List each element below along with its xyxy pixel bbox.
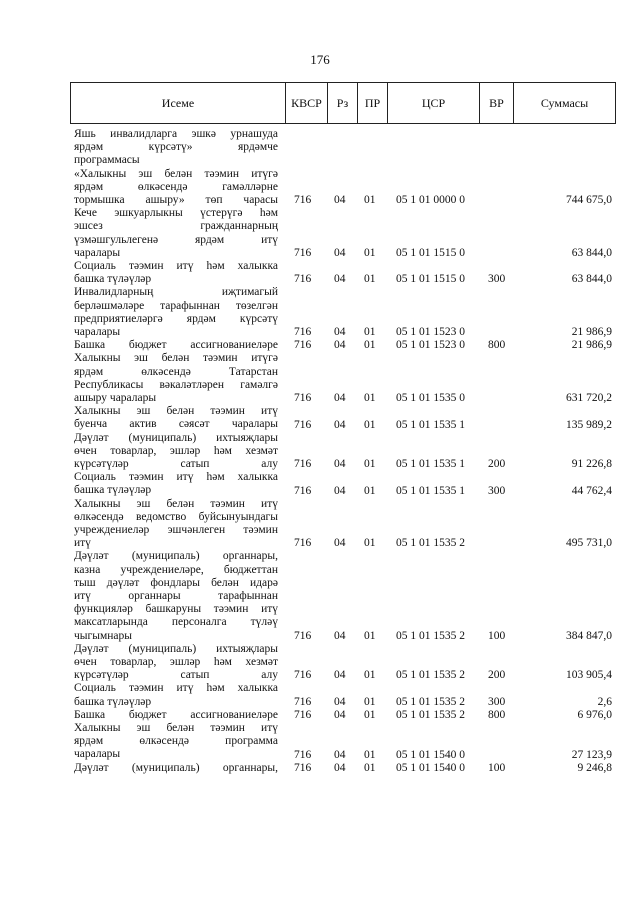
csr-cell: 05 1 01 1540 0 — [396, 761, 465, 774]
col-header-csr: ЦСР — [387, 83, 479, 123]
vr-cell: 300 — [488, 484, 506, 497]
row-name-line: ашыру чаралары — [74, 392, 157, 404]
row-name-line: эшсез гражданнарның — [74, 220, 278, 233]
csr-cell: 05 1 01 1515 0 — [396, 273, 465, 286]
vr-cell: 800 — [488, 708, 506, 721]
rz-cell: 04 — [334, 326, 346, 339]
sum-cell: 744 675,0 — [566, 194, 612, 207]
pr-cell: 01 — [364, 418, 376, 431]
sum-cell: 495 731,0 — [566, 537, 612, 550]
row-name-line: Социаль тәэмин итү һәм халыкка — [74, 471, 278, 484]
pr-cell: 01 — [364, 748, 376, 761]
sum-cell: 135 989,2 — [566, 418, 612, 431]
row-name-line: ярдәм өлкәсендә Татарстан — [74, 365, 278, 378]
kvsr-cell: 716 — [294, 458, 312, 471]
pr-cell: 01 — [364, 708, 376, 721]
kvsr-cell: 716 — [294, 339, 312, 352]
vr-cell: 200 — [488, 669, 506, 682]
col-header-rz: Рз — [327, 83, 357, 123]
sum-cell: 384 847,0 — [566, 629, 612, 642]
pr-cell: 01 — [364, 273, 376, 286]
page-number: 176 — [310, 52, 330, 67]
table-row — [70, 432, 616, 472]
vr-cell: 100 — [488, 629, 506, 642]
kvsr-cell: 716 — [294, 246, 312, 259]
table-row — [70, 498, 616, 551]
table-row — [70, 168, 616, 208]
row-name — [74, 352, 278, 405]
table-row — [70, 405, 616, 431]
row-name-line: өлкәсендә ведомство буйсынуындагы — [74, 510, 278, 523]
row-name-line: Халыкны эш белән тәэмин итүгә — [74, 352, 278, 365]
kvsr-cell: 716 — [294, 484, 312, 497]
sum-cell: 63 844,0 — [571, 246, 612, 259]
rz-cell: 04 — [334, 339, 346, 352]
row-name-line: Дәүләт (муниципаль) ихтыяҗлары — [74, 431, 278, 444]
table-row — [70, 643, 616, 683]
csr-cell: 05 1 01 1535 2 — [396, 695, 465, 708]
vr-cell: 100 — [488, 761, 506, 774]
csr-cell: 05 1 01 1535 0 — [396, 392, 465, 405]
row-name-line: Башка бюджет ассигнованиеләре — [74, 339, 278, 352]
pr-cell: 01 — [364, 484, 376, 497]
kvsr-cell: 716 — [294, 669, 312, 682]
csr-cell: 05 1 01 1535 2 — [396, 669, 465, 682]
rz-cell: 04 — [334, 629, 346, 642]
kvsr-cell: 716 — [294, 537, 312, 550]
row-name — [74, 722, 278, 762]
row-name-line: итү органнары тарафыннан — [74, 590, 278, 602]
csr-cell: 05 1 01 1535 2 — [396, 629, 465, 642]
row-name-line: чаралары — [74, 748, 121, 761]
csr-cell: 05 1 01 1535 1 — [396, 458, 465, 471]
table-row — [70, 682, 616, 708]
row-name — [74, 432, 278, 472]
table-header — [70, 82, 616, 124]
row-name-line: предприятиеләргә ярдәм күрсәтү — [74, 312, 278, 325]
row-name-line: Башка бюджет ассигнованиеләре — [74, 708, 278, 721]
pr-cell: 01 — [364, 695, 376, 708]
csr-cell: 05 1 01 1535 1 — [396, 484, 465, 497]
pr-cell: 01 — [364, 194, 376, 207]
rz-cell: 04 — [334, 708, 346, 721]
row-name-line: чыгымнары — [74, 629, 132, 642]
rz-cell: 04 — [334, 537, 346, 550]
row-name-line: күрсәтүләр сатып алу — [74, 458, 278, 470]
csr-cell: 05 1 01 1540 0 — [396, 748, 465, 761]
csr-cell: 05 1 01 1535 2 — [396, 537, 465, 550]
row-name-line: ярдәм өлкәсендә программа — [74, 735, 278, 748]
table-row — [70, 286, 616, 339]
row-name-line: функцияләр башкаруны тәэмин итү — [74, 603, 278, 616]
rz-cell: 04 — [334, 458, 346, 471]
kvsr-cell: 716 — [294, 418, 312, 431]
sum-cell: 91 226,8 — [571, 458, 612, 471]
row-name-line: Социаль тәэмин итү һәм халыкка — [74, 260, 278, 272]
row-name — [74, 471, 278, 497]
rz-cell: 04 — [334, 484, 346, 497]
vr-cell: 200 — [488, 458, 506, 471]
table-row — [70, 550, 616, 642]
row-name-line: Кече эшкуарлыкны үстерүгә һәм — [74, 207, 278, 220]
pr-cell: 01 — [364, 339, 376, 352]
row-name-line: Социаль тәэмин итү һәм халыкка — [74, 682, 278, 695]
row-name-line: Дәүләт (муниципаль) ихтыяҗлары — [74, 642, 278, 655]
kvsr-cell: 716 — [294, 326, 312, 339]
sum-cell: 21 986,9 — [571, 326, 612, 339]
sum-cell: 44 762,4 — [571, 484, 612, 497]
row-name-line: буенча актив сәясәт чаралары — [74, 418, 278, 431]
kvsr-cell: 716 — [294, 629, 312, 642]
rz-cell: 04 — [334, 418, 346, 431]
row-name-line: өчен товарлар, эшләр һәм хезмәт — [74, 444, 278, 457]
rz-cell: 04 — [334, 273, 346, 286]
rz-cell: 04 — [334, 748, 346, 761]
rz-cell: 04 — [334, 669, 346, 682]
row-name-line: Халыкны эш белән тәэмин итү — [74, 405, 278, 418]
pr-cell: 01 — [364, 392, 376, 405]
col-header-name: Исеме — [161, 96, 195, 110]
table-row — [70, 260, 616, 286]
kvsr-cell: 716 — [294, 695, 312, 708]
rz-cell: 04 — [334, 392, 346, 405]
pr-cell: 01 — [364, 537, 376, 550]
kvsr-cell: 716 — [294, 194, 312, 207]
pr-cell: 01 — [364, 246, 376, 259]
row-name-line: максатларында персоналга түләү — [74, 616, 278, 629]
sum-cell: 9 246,8 — [577, 761, 612, 774]
sum-cell: 103 905,4 — [566, 669, 612, 682]
row-name-line: күрсәтүләр сатып алу — [74, 669, 278, 682]
row-name-line: Дәүләт (муниципаль) органнары, — [74, 761, 278, 774]
row-name — [74, 643, 278, 683]
kvsr-cell: 716 — [294, 748, 312, 761]
row-name — [74, 762, 278, 775]
table-row — [70, 722, 616, 762]
kvsr-cell: 716 — [294, 708, 312, 721]
row-name-line: башка түләүләр — [74, 273, 152, 286]
table-row — [70, 471, 616, 497]
row-name — [74, 682, 278, 708]
sum-cell: 63 844,0 — [571, 273, 612, 286]
row-name — [74, 405, 278, 431]
csr-cell: 05 1 01 1535 1 — [396, 418, 465, 431]
row-name-line: башка түләүләр — [74, 484, 152, 497]
sum-cell: 6 976,0 — [577, 708, 612, 721]
col-header-pr: ПР — [357, 83, 387, 123]
row-name-line: башка түләүләр — [74, 695, 152, 708]
row-name — [74, 168, 278, 208]
kvsr-cell: 716 — [294, 273, 312, 286]
sum-cell: 2,6 — [597, 695, 612, 708]
row-name-line: программасы — [74, 154, 140, 167]
row-name-line: өчен товарлар, эшләр һәм хезмәт — [74, 656, 278, 668]
csr-cell: 05 1 01 0000 0 — [396, 194, 465, 207]
row-name — [74, 128, 278, 168]
row-name — [74, 286, 278, 339]
pr-cell: 01 — [364, 629, 376, 642]
csr-cell: 05 1 01 1535 2 — [396, 708, 465, 721]
row-name-line: чаралары — [74, 326, 121, 338]
table-row — [70, 762, 616, 775]
rz-cell: 04 — [334, 246, 346, 259]
csr-cell: 05 1 01 1523 0 — [396, 339, 465, 352]
sum-cell: 631 720,2 — [566, 392, 612, 405]
sum-cell: 21 986,9 — [571, 339, 612, 352]
row-name-line: Яшь инвалидларга эшкә урнашуда — [74, 128, 278, 140]
col-header-sum: Суммасы — [513, 83, 615, 123]
row-name-line: Республикасы вәкаләтләрен гамәлгә — [74, 378, 278, 391]
vr-cell: 300 — [488, 695, 506, 708]
row-name-line: Халыкны эш белән тәэмин итү — [74, 497, 278, 510]
row-name — [74, 207, 278, 260]
row-name-line: чаралары — [74, 246, 121, 259]
row-name-line: Инвалидларның иҗтимагый — [74, 286, 278, 299]
table-row — [70, 207, 616, 260]
csr-cell: 05 1 01 1515 0 — [396, 246, 465, 259]
table-row — [70, 352, 616, 405]
table-row — [70, 339, 616, 352]
sum-cell: 27 123,9 — [571, 748, 612, 761]
kvsr-cell: 716 — [294, 392, 312, 405]
row-name-line: казна учреждениеләре, бюджеттан — [74, 563, 278, 576]
table-row — [70, 128, 616, 168]
row-name-line: ярдәм өлкәсендә гамәлләрне — [74, 180, 278, 193]
row-name-line: берләшмәләре тарафыннан төзелгән — [74, 299, 278, 312]
row-name-line: үзмәшгульлегенә ярдәм итү — [74, 233, 278, 246]
table-row — [70, 709, 616, 722]
row-name-line: тормышка ашыру» төп чарасы — [74, 194, 278, 206]
pr-cell: 01 — [364, 326, 376, 339]
row-name — [74, 498, 278, 551]
csr-cell: 05 1 01 1523 0 — [396, 326, 465, 339]
col-header-kvsr: КВСР — [285, 83, 327, 123]
row-name — [74, 260, 278, 286]
row-name-line: «Халыкны эш белән тәэмин итүгә — [74, 167, 278, 180]
row-name-line: ярдәм күрсәтү» ярдәмче — [74, 141, 278, 154]
rz-cell: 04 — [334, 761, 346, 774]
row-name-line: итү — [74, 537, 91, 550]
row-name-line: Халыкны эш белән тәэмин итү — [74, 722, 278, 734]
rz-cell: 04 — [334, 194, 346, 207]
pr-cell: 01 — [364, 458, 376, 471]
vr-cell: 300 — [488, 273, 506, 286]
row-name-line: учреждениеләр эшчәнлеген тәэмин — [74, 524, 278, 536]
kvsr-cell: 716 — [294, 761, 312, 774]
vr-cell: 800 — [488, 339, 506, 352]
row-name-line: Дәүләт (муниципаль) органнары, — [74, 550, 278, 563]
rz-cell: 04 — [334, 695, 346, 708]
col-header-vr: ВР — [479, 83, 513, 123]
pr-cell: 01 — [364, 669, 376, 682]
row-name — [74, 339, 278, 352]
row-name — [74, 709, 278, 722]
pr-cell: 01 — [364, 761, 376, 774]
row-name-line: тыш дәүләт фондлары белән идарә — [74, 576, 278, 589]
row-name — [74, 550, 278, 642]
